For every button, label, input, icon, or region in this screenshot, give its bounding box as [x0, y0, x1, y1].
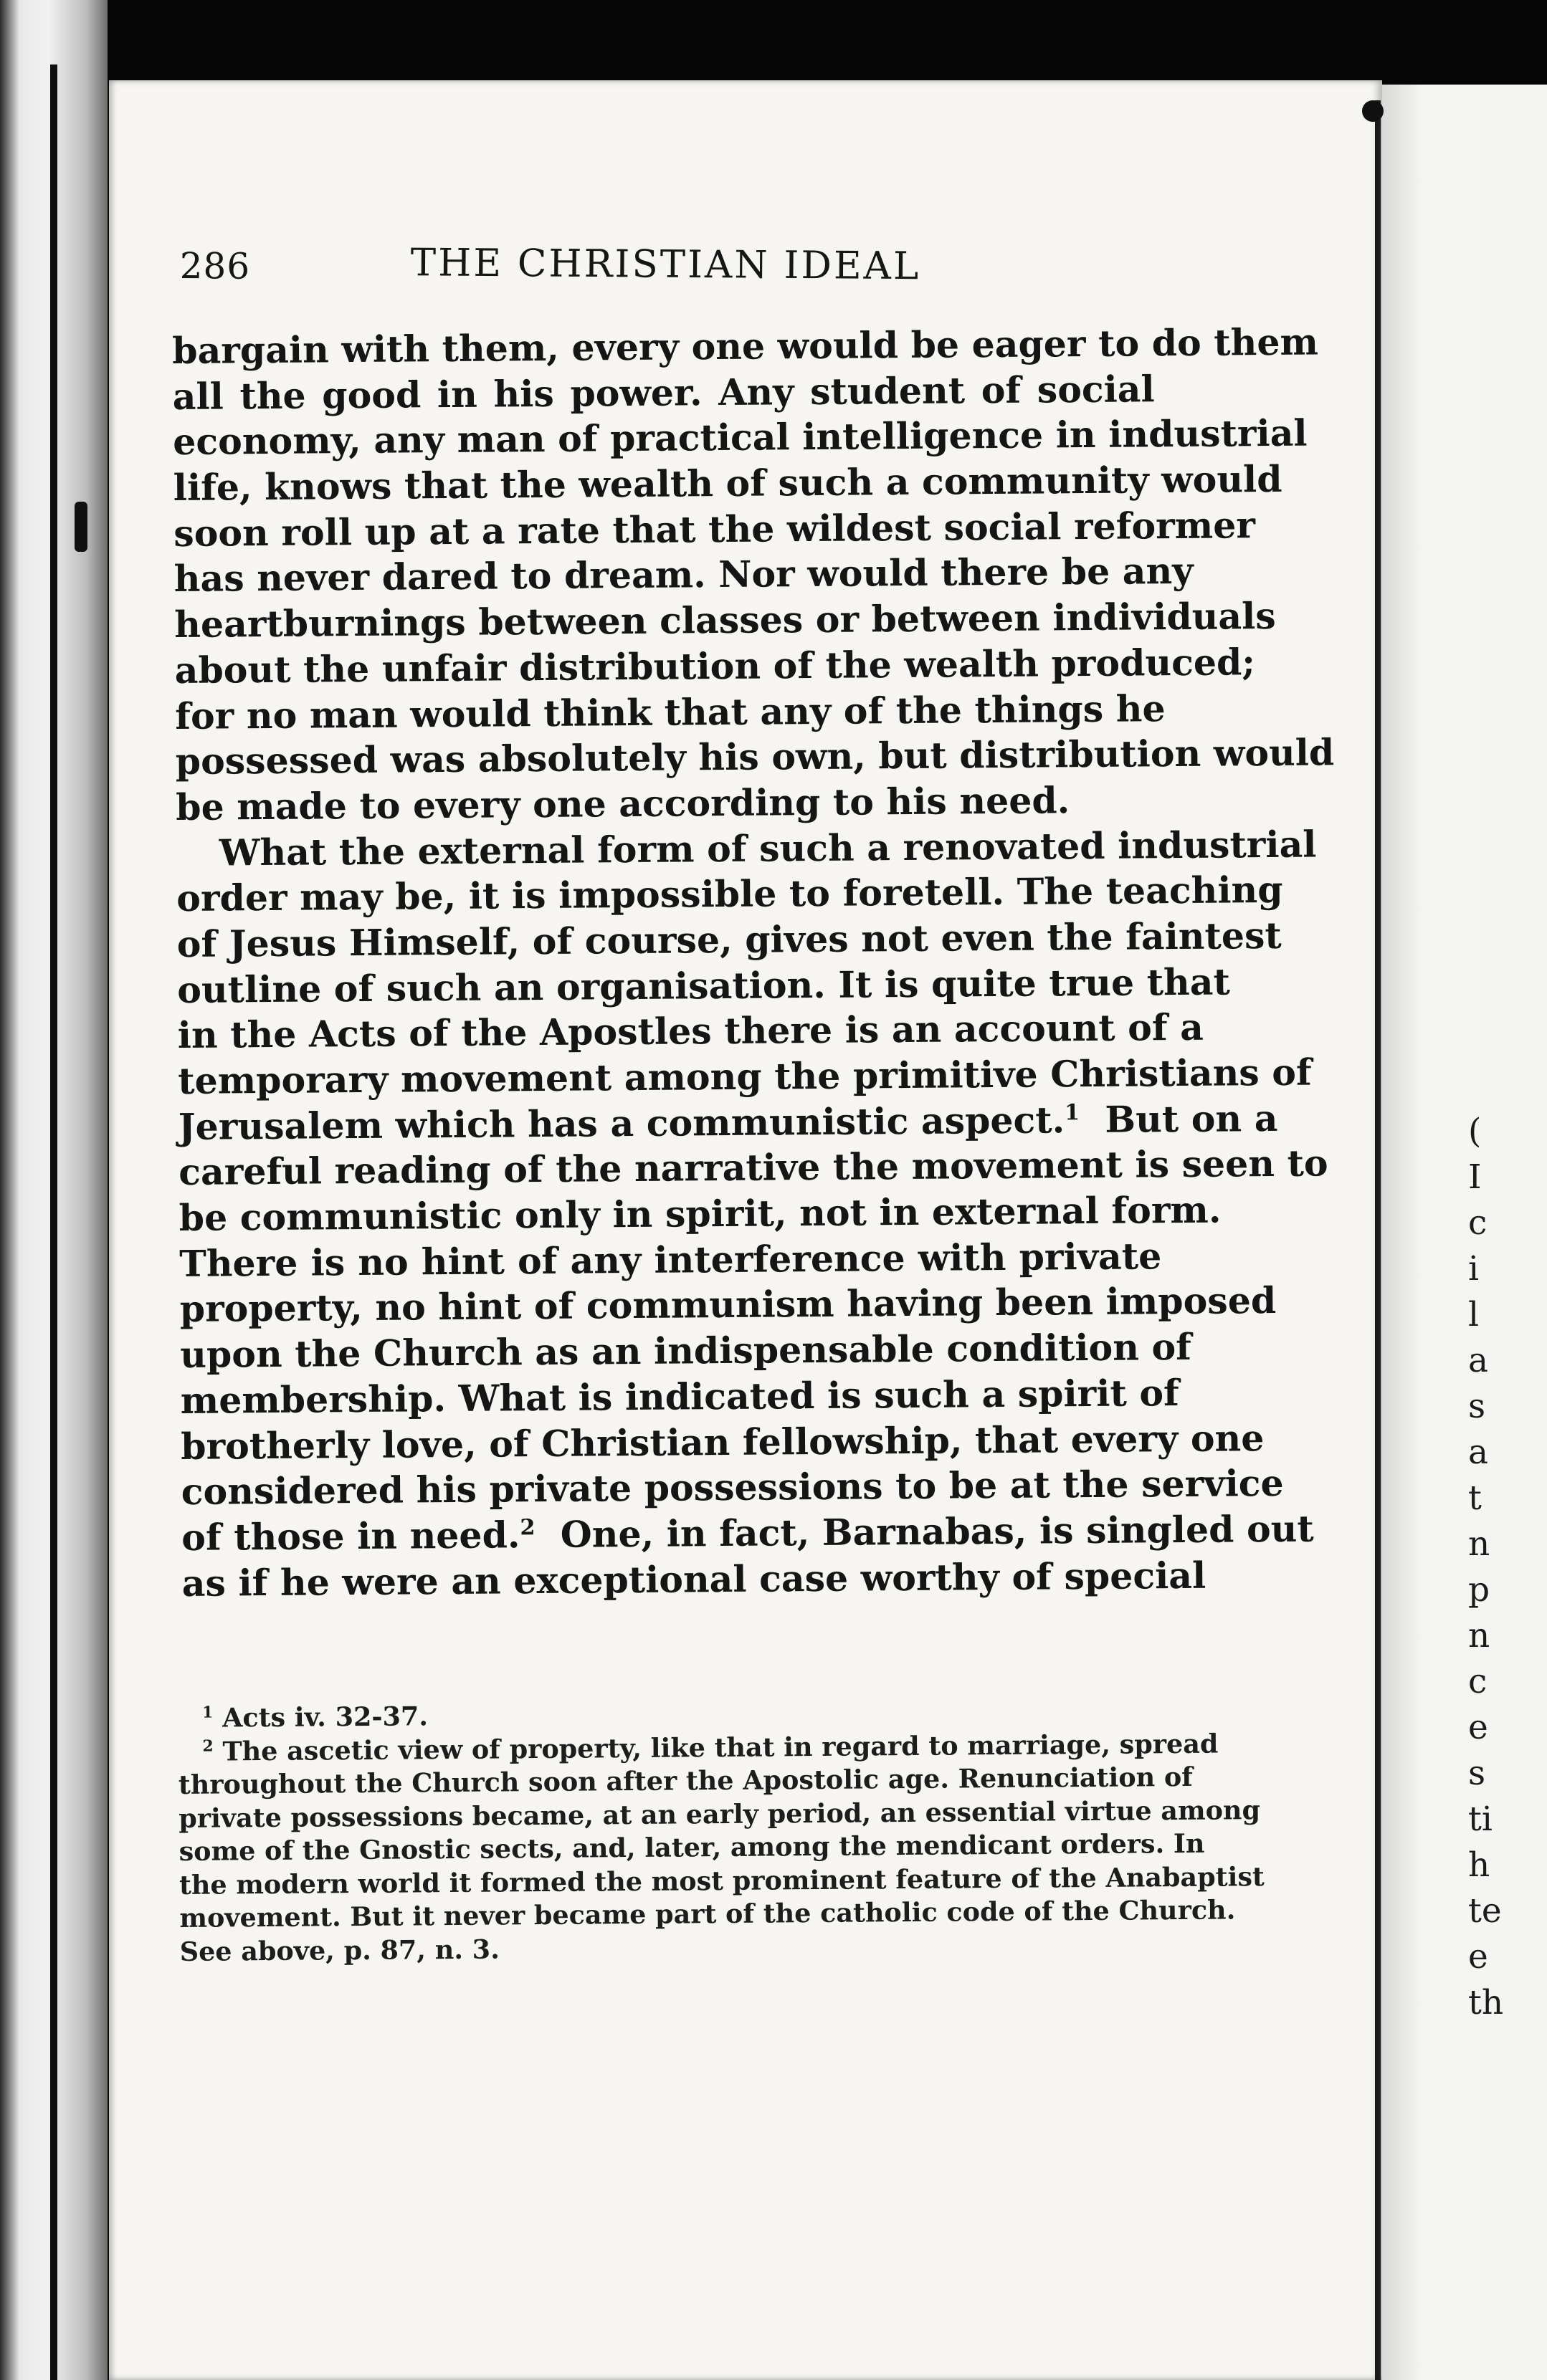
adjacent-fragment: i — [1468, 1249, 1480, 1289]
text-line: heartburnings between classes or between individuals — [174, 595, 1276, 646]
footnote-2-marker: 2 — [202, 1736, 214, 1756]
footnote-line: See above, p. 87, n. 3. — [179, 1933, 500, 1967]
text-line: temporary movement among the primitive Christians of — [178, 1051, 1312, 1102]
text-line: brotherly love, of Christian fellowship, that every one — [181, 1416, 1265, 1468]
text-line: There is no hint of any interference with private — [179, 1234, 1162, 1285]
footnote-line: the modern world it formed the most prominent feature of the Anabaptist — [178, 1860, 1265, 1901]
footnote-line: movement. But it never became part of the catholic code of the Church. — [179, 1894, 1236, 1934]
adjacent-fragment: I — [1468, 1157, 1482, 1197]
text-line-part: One, in fact, Barnabas, is singled out — [560, 1507, 1314, 1556]
previous-page-edge — [0, 0, 108, 2380]
film-edge-line — [50, 64, 57, 2380]
adjacent-fragment: s — [1468, 1387, 1486, 1426]
text-line: careful reading of the narrative the movement is seen to — [178, 1142, 1328, 1194]
edge-mark — [75, 502, 87, 552]
adjacent-fragment: a — [1468, 1341, 1489, 1380]
text-line: for no man would think that any of the things he — [175, 687, 1166, 737]
text-line: upon the Church as an indispensable condition of — [180, 1326, 1192, 1377]
footnotes — [178, 1695, 1265, 1969]
adjacent-fragment: ti — [1468, 1800, 1493, 1839]
text-line: economy, any man of practical intelligence in industrial — [173, 411, 1308, 464]
footnote-1-text: Acts iv. 32-37. — [222, 1701, 429, 1734]
microfilm-top-border — [0, 0, 1547, 85]
adjacent-fragment: te — [1468, 1891, 1502, 1931]
text-line: life, knows that the wealth of such a community would — [173, 457, 1282, 510]
text-line: possessed was absolutely his own, but distribution would — [175, 731, 1335, 783]
text-line-part: But on a — [1105, 1096, 1278, 1141]
adjacent-fragment: e — [1468, 1708, 1488, 1747]
footnote-ref-2: 2 — [520, 1515, 536, 1541]
running-head — [179, 236, 1198, 301]
text-line: considered his private possessions to be at the service — [181, 1462, 1284, 1514]
text-line: about the unfair distribution of the wealth produced; — [174, 640, 1256, 692]
text-line: be communistic only in spirit, not in external form. — [178, 1188, 1222, 1240]
text-line: soon roll up at a rate that the wildest social reformer — [173, 503, 1256, 555]
adjacent-fragment: n — [1468, 1524, 1490, 1564]
text-line-with-ref — [181, 1507, 1314, 1560]
text-line: What the external form of such a renovated industrial — [219, 823, 1317, 874]
adjacent-fragment: n — [1468, 1616, 1490, 1655]
adjacent-fragment: p — [1468, 1570, 1490, 1610]
adjacent-fragment: c — [1468, 1662, 1488, 1701]
adjacent-fragment: a — [1468, 1433, 1489, 1472]
adjacent-page-edge — [1382, 85, 1547, 2380]
footnote-line: some of the Gnostic sects, and, later, among the mendicant orders. In — [178, 1827, 1205, 1867]
adjacent-fragment: s — [1468, 1754, 1486, 1793]
text-line: bargain with them, every one would be eager to do them — [172, 320, 1319, 372]
footnote-line: The ascetic view of property, like that in regard to marriage, spread — [222, 1728, 1219, 1767]
text-line: in the Acts of the Apostles there is an account of a — [177, 1006, 1204, 1057]
text-line: has never dared to dream. Nor would there be any — [173, 550, 1194, 601]
adjacent-fragment: ( — [1468, 1112, 1482, 1151]
text-line: all the good in his power. Any student of social — [172, 367, 1155, 418]
text-line: outline of such an organisation. It is quite true that — [177, 960, 1231, 1011]
text-line-with-ref — [178, 1096, 1278, 1150]
text-line: membership. What is indicated is such a spirit of — [180, 1371, 1179, 1422]
running-title: THE CHRISTIAN IDEAL — [410, 241, 921, 289]
page-number: 286 — [179, 244, 251, 287]
gutter-mark — [1362, 100, 1384, 122]
text-line-part: of those in need. — [181, 1514, 520, 1559]
text-line: be made to every one according to his need. — [176, 779, 1070, 828]
text-line-part: Jerusalem which has a communistic aspect. — [178, 1098, 1065, 1148]
adjacent-fragment: th — [1468, 1983, 1504, 2022]
footnote-1-marker: 1 — [202, 1703, 214, 1722]
text-line: as if he were an exceptional case worthy of special — [181, 1554, 1206, 1605]
adjacent-fragment: c — [1468, 1203, 1488, 1243]
text-line: property, no hint of communism having been imposed — [179, 1279, 1277, 1331]
text-line: order may be, it is impossible to foretell. The teaching — [176, 869, 1283, 920]
adjacent-fragment: l — [1468, 1295, 1480, 1334]
footnote-ref-1: 1 — [1064, 1099, 1080, 1126]
adjacent-fragment: e — [1468, 1937, 1488, 1977]
adjacent-fragment: t — [1468, 1478, 1482, 1518]
footnote-line: throughout the Church soon after the Apostolic age. Renunciation of — [178, 1761, 1194, 1800]
body-text — [172, 320, 1335, 1606]
footnote-line: private possessions became, at an early period, an essential virtue among — [178, 1794, 1261, 1834]
text-line: of Jesus Himself, of course, gives not even the faintest — [176, 914, 1282, 965]
gutter-line — [1375, 100, 1381, 2380]
adjacent-fragment: h — [1468, 1845, 1490, 1885]
